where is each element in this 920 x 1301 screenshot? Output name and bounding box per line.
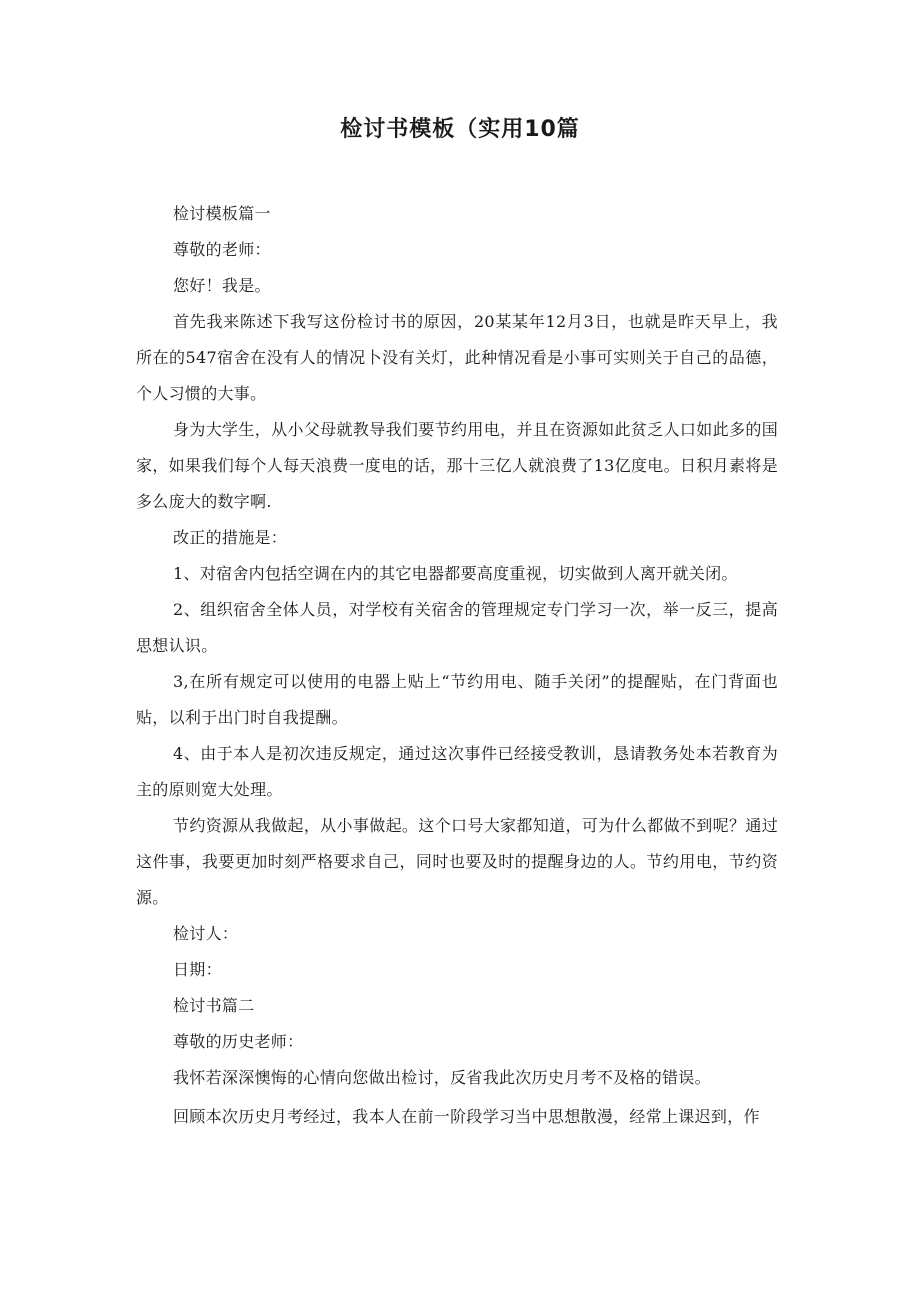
- body-paragraph: 首先我来陈述下我写这份检讨书的原因，20某某年12月3日，也就是昨天早上，我所在的547宿舍在没有人的情况卜没有关灯，此种情况看是小事可实则关于自己的品德，个人习惯的大事。: [136, 312, 778, 403]
- section-heading: 检讨书篇二: [173, 996, 255, 1015]
- list-item: 2、组织宿舍全体人员，对学校有关宿舍的管理规定专门学习一次，举一反三，提高思想认识。: [136, 600, 778, 655]
- body-paragraph: 我怀若深深懊悔的心情向您做出检讨，反省我此次历史月考不及格的错误。: [173, 1068, 711, 1087]
- date-label: 日期：: [173, 960, 222, 979]
- salutation: 尊敬的老师：: [173, 240, 271, 259]
- body-paragraph: 节约资源从我做起，从小事做起。这个口号大家都知道，可为什么都做不到呢？通过这件事，我要更加时刻严格要求自己，同时也要及时的提醒身边的人。节约用电，节约资源。: [136, 816, 778, 907]
- list-item: 3,在所有规定可以使用的电器上贴上“节约用电、随手关闭”的提醒贴，在门背面也贴，以利于出门时自我提酬。: [136, 672, 778, 727]
- list-item: 4、由于本人是初次违反规定，通过这次事件已经接受教训，恳请教务处本若教育为主的原则宽大处理。: [136, 744, 778, 799]
- list-item: 1、对宿舍内包括空调在内的其它电器都要高度重视，切实做到人离开就关闭。: [173, 564, 738, 583]
- document-body: [136, 196, 778, 1135]
- body-paragraph: 改正的措施是：: [173, 528, 288, 547]
- section-heading: 检讨模板篇一: [173, 204, 271, 223]
- body-paragraph: 回顾本次历史月考经过，我本人在前一阶段学习当中思想散漫，经常上课迟到，作: [173, 1107, 760, 1126]
- signature-label: 检讨人：: [173, 924, 239, 943]
- body-paragraph: 身为大学生，从小父母就教导我们要节约用电，并且在资源如此贫乏人口如此多的国家，如果我们每个人每天浪费一度电的话，那十三亿人就浪费了13亿度电。日积月素将是多么庞大的数字啊.: [136, 420, 778, 511]
- greeting: 您好！我是。: [173, 276, 271, 295]
- document-title: 检讨书模板（实用10篇: [340, 117, 580, 142]
- salutation: 尊敬的历史老师：: [173, 1032, 304, 1051]
